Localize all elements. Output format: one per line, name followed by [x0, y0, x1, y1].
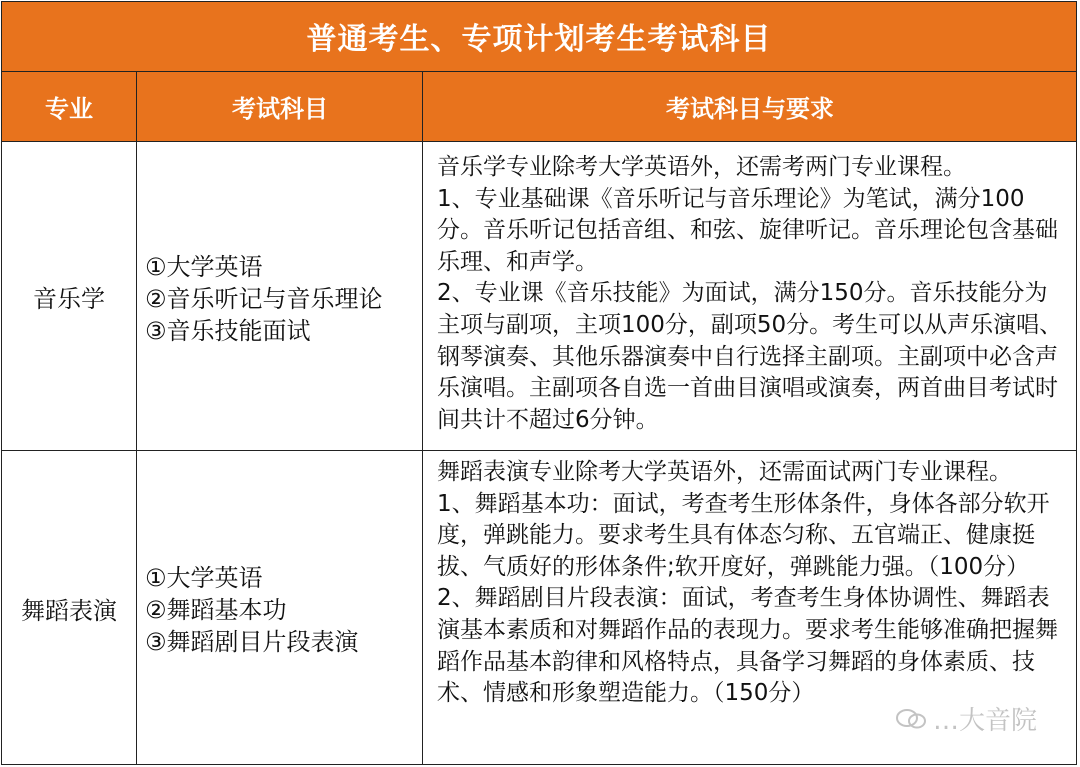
- wechat-icon: [895, 708, 927, 730]
- header-subjects-text: 考试科目: [232, 95, 328, 123]
- header-requirements-text: 考试科目与要求: [666, 95, 834, 123]
- requirement-line: 2、专业课《音乐技能》为面试，满分150分。音乐技能分为主项与副项，主项100分，副项50分。考生可以从声乐演唱、钢琴演奏、其他乐器演奏中自行选择主副项。主副项中必含声乐演唱。主副项各自选一首曲目演唱或演奏，两首曲目考试时间共计不超过6分钟。: [437, 280, 1063, 433]
- subject-item: ②音乐听记与音乐理论: [145, 285, 383, 313]
- header-major-text: 专业: [45, 95, 93, 123]
- watermark-text: …大音院: [933, 706, 1038, 736]
- requirement-line: 2、舞蹈剧目片段表演：面试，考查考生身体协调性、舞蹈表演基本素质和对舞蹈作品的表现力。要求考生能够准确把握舞蹈作品基本韵律和风格特点，具备学习舞蹈的身体素质、技术、情感和形象塑造能力。（150分）: [437, 585, 1058, 707]
- watermark: [895, 700, 1037, 737]
- subject-item: ②舞蹈基本功: [145, 596, 287, 624]
- table-border: [1, 1, 1077, 765]
- subject-item: ①大学英语: [145, 564, 263, 592]
- requirement-line: 舞蹈表演专业除考大学英语外，还需面试两门专业课程。: [437, 459, 1012, 485]
- table-title-text: 普通考生、专项计划考生考试科目: [306, 22, 772, 57]
- requirement-line: 音乐学专业除考大学英语外，还需考两门专业课程。: [437, 154, 966, 180]
- requirement-line: 1、专业基础课《音乐听记与音乐理论》为笔试，满分100分。音乐听记包括音组、和弦、旋律听记。音乐理论包含基础乐理、和声学。: [437, 185, 1058, 275]
- requirement-line: 1、舞蹈基本功：面试，考查考生形体条件，身体各部分软开度，弹跳能力。要求考生具有体态匀称、五官端正、健康挺拔、气质好的形体条件;软开度好，弹跳能力强。（100分）: [437, 490, 1050, 580]
- subject-item: ①大学英语: [145, 253, 263, 281]
- row-major-text: 音乐学: [33, 284, 105, 313]
- subject-item: ③音乐技能面试: [145, 317, 311, 345]
- subject-item: ③舞蹈剧目片段表演: [145, 628, 359, 656]
- row-major-text: 舞蹈表演: [21, 596, 117, 625]
